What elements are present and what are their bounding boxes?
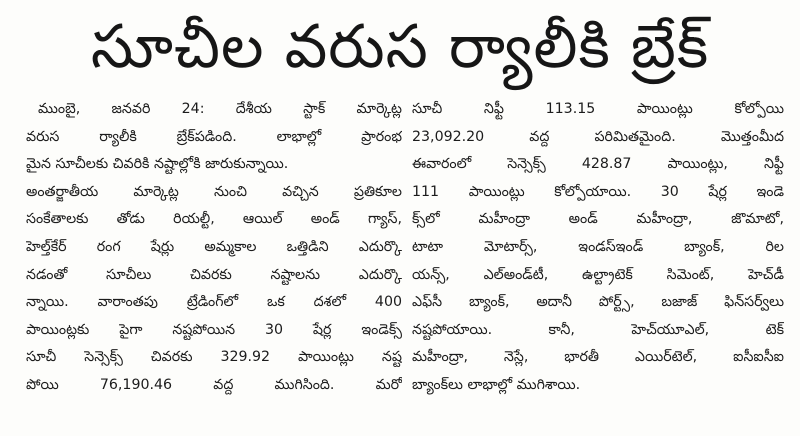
article-line: యన్స్, ఎల్అండ్‌టీ, ఉల్ట్రాటెక్ సిమెంట్, హెచ్‌డీ [412,266,784,283]
article-line: న్నాయి. వారాంతపు ట్రేడింగ్‌లో ఒక దశలో 400 [26,294,402,311]
article-line: 23,092.20 వద్ద పరిమితమైంది. మొత్తంమీద [412,128,784,145]
article-line: 111 పాయింట్లు కోల్పోయాయి. 30 షేర్ల ఇండె [412,183,784,200]
article-column-right [412,96,784,400]
headline: సూచీల వరుస ర్యాలీకి బ్రేక్ [90,12,710,82]
article-line: సంకేతాలకు తోడు రియల్టీ, ఆయిల్ అండ్ గ్యాస్, [26,211,402,228]
article-line: ఎఫ్‌సీ బ్యాంక్, అదానీ పోర్ట్స్, బజాజ్ ఫిన్‌సర్వ్‌లు [412,294,784,311]
article-line: సూచీ నిఫ్టీ 113.15 పాయింట్లు కోల్పోయి [412,101,784,117]
article-line: ఈవారంలో సెన్సెక్స్ 428.87 పాయింట్లు, నిఫ్టీ [412,156,784,173]
article-line: నడంతో సూచీలు చివరకు నష్టాలను ఎదుర్కొ [26,266,402,283]
article-line: టాటా మోటార్స్, ఇండస్‌ఇండ్ బ్యాంక్, రిల [412,238,784,255]
article-line: మైన సూచీలకు చివరికి నష్టాల్లోకి జారుకున్నాయి. [26,156,289,173]
article-line: అంతర్జాతీయ మార్కెట్ల నుంచి వచ్చిన ప్రతికూల [26,183,402,200]
article-line: పోయి 76,190.46 వద్ద ముగిసింది. మరో [26,376,402,393]
article-line: వరుస ర్యాలీకి బ్రేక్‌పడింది. లాభాల్లో ప్రారంభ [26,128,402,145]
article-line: నష్టపోయాయి. కానీ, హెచ్‌యూఎల్, టెక్ [412,321,784,338]
article-line: ముంబై, జనవరి 24: దేశీయ స్టాక్ మార్కెట్ల [38,101,402,117]
article-column-left [26,96,402,400]
article-line: సూచీ సెన్సెక్స్ చివరకు 329.92 పాయింట్లు నష్ట [26,349,402,366]
article-line: మహీంద్రా, నెస్లే, భారతీ ఎయిర్‌టెల్, ఐసీఐసీఐ [412,349,784,366]
article-line: బ్యాంక్‌లు లాభాల్లో ముగిశాయి. [412,376,581,393]
article-line: హెల్త్‌కేర్ రంగ షేర్లు అమ్మకాల ఒత్తిడిని ఎదుర్కొ [26,238,402,255]
article-line: పాయింట్లకు పైగా నష్టపోయిన 30 షేర్ల ఇండెక్స్ [26,321,402,338]
article-line: క్స్‌లో మహీంద్రా అండ్ మహీంద్రా, జొమాటో, [412,211,784,228]
